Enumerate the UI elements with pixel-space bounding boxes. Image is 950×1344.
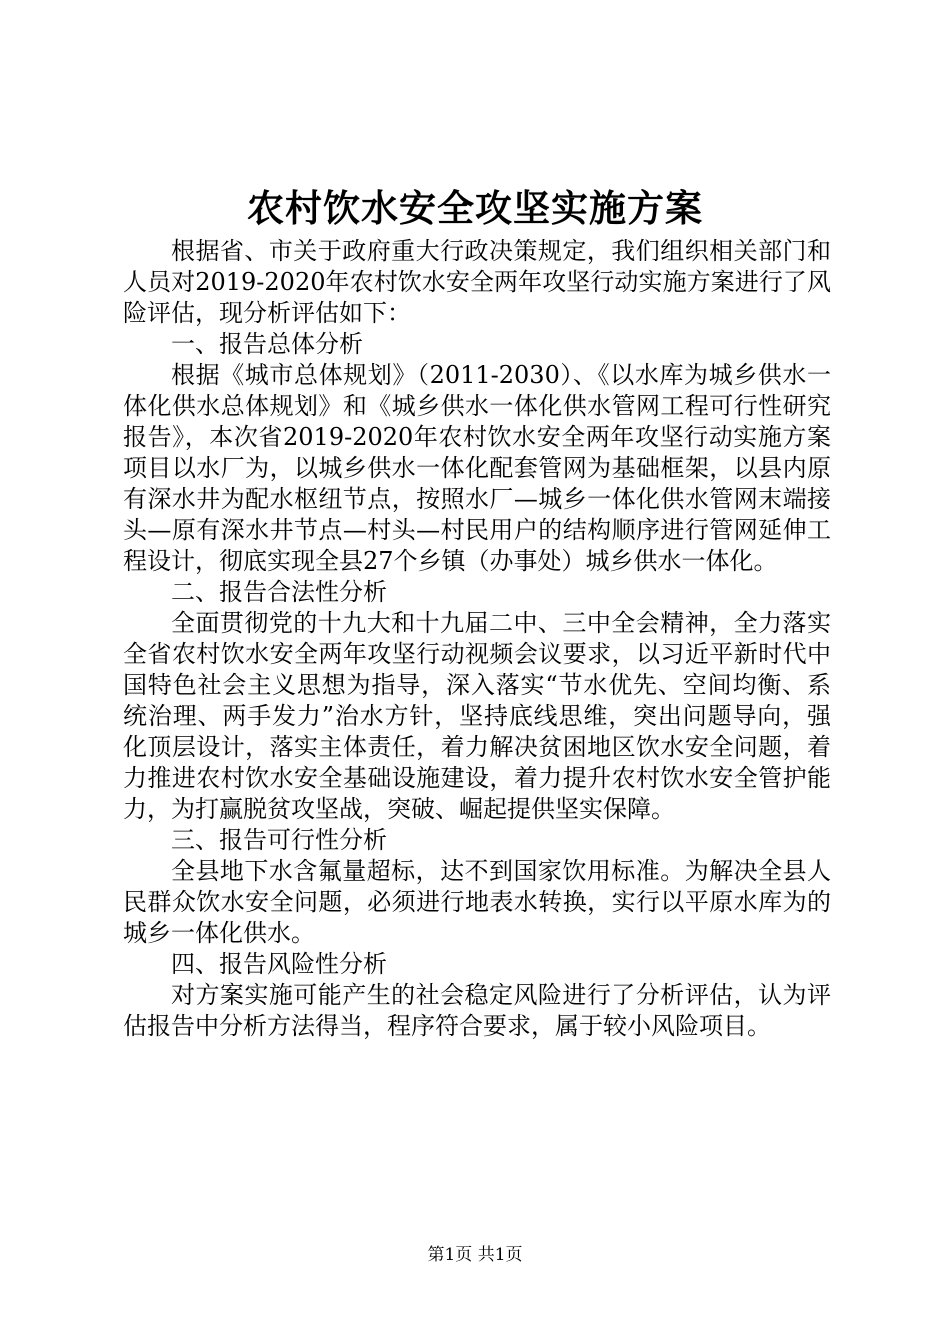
document-body [123, 236, 831, 1042]
document-title: 农村饮水安全攻坚实施方案 [247, 186, 703, 230]
section-heading-risk: 四、报告风险性分析 [171, 950, 387, 978]
page-footer: 第1页 共1页 [427, 1245, 523, 1265]
risk-analysis-paragraph: 对方案实施可能产生的社会稳定风险进行了分析评估，认为评估报告中分析方法得当，程序符合要求，属于较小风险项目。 [123, 981, 831, 1040]
feasibility-analysis-paragraph: 全县地下水含氟量超标，达不到国家饮用标准。为解决全县人民群众饮水安全问题，必须进行地表水转换，实行以平原水库为的城乡一体化供水。 [123, 857, 831, 947]
section-heading-legality: 二、报告合法性分析 [171, 578, 387, 606]
section-heading-feasibility: 三、报告可行性分析 [171, 826, 387, 854]
legality-analysis-paragraph: 全面贯彻党的十九大和十九届二中、三中全会精神，全力落实全省农村饮水安全两年攻坚行动视频会议要求，以习近平新时代中国特色社会主义思想为指导，深入落实“节水优先、空间均衡、系统治理、两手发力”治水方针，坚持底线思维，突出问题导向，强化顶层设计，落实主体责任，着力解决贫困地区饮水安全问题，着力推进农村饮水安全基础设施建设，着力提升农村饮水安全管护能力，为打赢脱贫攻坚战，突破、崛起提供坚实保障。 [123, 609, 831, 823]
overall-analysis-paragraph: 根据《城市总体规划》（2011-2030）、《以水库为城乡供水一体化供水总体规划》和《城乡供水一体化供水管网工程可行性研究报告》，本次省2019-2020年农村饮水安全两年攻坚行动实施方案项目以水厂为，以城乡供水一体化配套管网为基础框架，以县内原有深水井为配水枢纽节点，按照水厂—城乡一体化供水管网末端接头—原有深水井节点—村头—村民用户的结构顺序进行管网延伸工程设计，彻底实现全县27个乡镇（办事处）城乡供水一体化。 [123, 361, 831, 575]
section-heading-overall: 一、报告总体分析 [171, 330, 363, 358]
intro-paragraph: 根据省、市关于政府重大行政决策规定，我们组织相关部门和人员对2019-2020年农村饮水安全两年攻坚行动实施方案进行了风险评估，现分析评估如下： [123, 237, 831, 327]
